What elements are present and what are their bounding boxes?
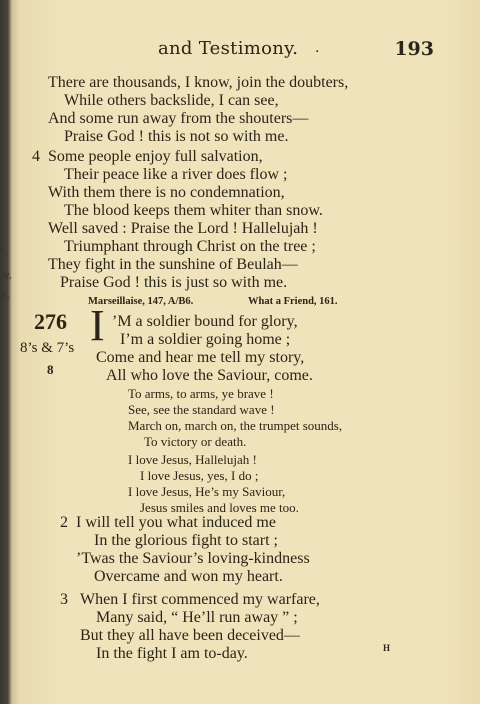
verse-line: Overcame and won my heart. [94,568,283,585]
gutter-fragment: ’, [2,246,8,257]
running-title: and Testimony. [158,38,299,59]
chorus-line: I love Jesus, yes, I do ; [140,468,259,483]
page-number: 193 [394,38,434,60]
verse-line: Come and hear me tell my story, [96,349,305,366]
hymn-meter: 8’s & 7’s [20,340,75,356]
verse-line: ’Twas the Saviour’s loving-kindness [76,550,310,567]
verse-line: The blood keeps them whiter than snow. [64,202,323,219]
gutter-fragment: ly, [2,270,12,281]
chorus-line: To arms, to arms, ye brave ! [128,386,274,401]
tune-reference: Marseillaise, 147, A/B6. [88,296,194,307]
verse-line: I’m a soldier going home ; [120,331,291,348]
header-dot: . [315,40,320,56]
verse-line: Many said, “ He’ll run away ” ; [96,609,298,626]
verse-line: There are thousands, I know, join the doubters, [48,74,349,91]
verse-line: Well saved : Praise the Lord ! Hallelujah ! [48,220,318,237]
verse-line: With them there is no condemnation, [48,184,285,201]
verse-line: Triumphant through Christ on the tree ; [64,238,316,255]
tune-reference: What a Friend, 161. [248,296,338,307]
verse-line: And some run away from the shouters— [48,110,309,127]
verse-line: In the fight I am to-day. [96,645,248,662]
stanza-number: 4 [32,148,40,165]
gutter-fragment: n, [2,290,10,301]
verse-line: While others backslide, I can see, [64,92,279,109]
verse-line: But they all have been deceived— [80,627,300,644]
chorus-line: March on, march on, the trumpet sounds, [128,418,343,433]
verse-line: ’M a soldier bound for glory, [112,313,298,330]
chorus-line: I love Jesus, He’s my Saviour, [128,484,286,499]
stanza-number: 2 [60,514,68,531]
chorus-line: To victory or death. [144,434,247,449]
verse-line: Praise God ! this is not so with me. [64,128,289,145]
verse-line: All who love the Saviour, come. [106,367,313,384]
verse-line: They fight in the sunshine of Beulah— [48,256,298,273]
meter-number: 8 [47,362,54,377]
verse-line: In the glorious fight to start ; [94,532,278,549]
verse-line: I will tell you what induced me [76,514,276,531]
stanza-number: 3 [60,591,68,608]
chorus-line: See, see the standard wave ! [128,402,275,417]
chorus-line: I love Jesus, Hallelujah ! [128,452,257,467]
running-header [150,38,440,66]
hymn-number: 276 [34,309,67,334]
drop-capital: I [90,301,105,350]
verse-line: Praise God ! this is just so with me. [60,274,288,291]
verse-line: Some people enjoy full salvation, [48,148,263,165]
verse-line: Their peace like a river does flow ; [64,166,288,183]
chorus-line: Jesus smiles and loves me too. [140,500,299,515]
verse-line: When I first commenced my warfare, [80,591,320,608]
printer-signature-mark: H [383,643,391,653]
